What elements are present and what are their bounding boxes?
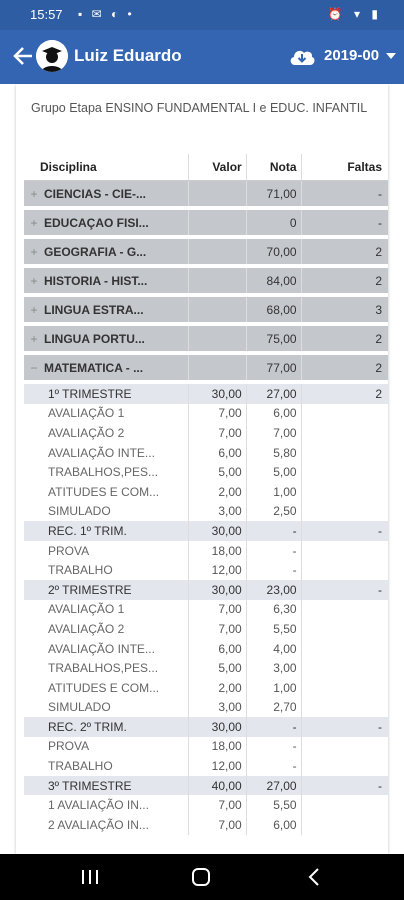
valor-cell: 7,00 xyxy=(188,815,246,835)
faltas-cell: 2 xyxy=(301,324,388,353)
valor-cell: 12,00 xyxy=(188,756,246,776)
expand-icon[interactable]: + xyxy=(30,331,38,346)
valor-cell: 7,00 xyxy=(188,795,246,815)
assessment-row xyxy=(24,423,388,443)
home-icon[interactable] xyxy=(192,868,210,886)
header-nota: Nota xyxy=(246,154,301,181)
assessment-row xyxy=(24,541,388,561)
valor-cell: 2,00 xyxy=(188,678,246,698)
valor-cell: 30,00 xyxy=(188,382,246,404)
detail-name: 1º TRIMESTRE xyxy=(24,382,188,404)
nota-cell: 5,50 xyxy=(246,795,301,815)
nota-cell: 27,00 xyxy=(246,382,301,404)
faltas-cell xyxy=(301,560,388,580)
term-row xyxy=(24,521,388,541)
detail-name: 2º TRIMESTRE xyxy=(24,580,188,600)
discipline-name: LINGUA PORTU... xyxy=(44,331,145,346)
system-nav-bar xyxy=(0,854,404,900)
detail-name: AVALIAÇÃO 1 xyxy=(48,602,125,617)
valor-cell: 7,00 xyxy=(188,404,246,424)
discipline-cell xyxy=(24,208,188,237)
faltas-cell: 2 xyxy=(301,237,388,266)
discipline-name: GEOGRAFIA - G... xyxy=(44,244,147,259)
back-icon[interactable] xyxy=(308,867,320,887)
detail-name: REC. 2º TRIM. xyxy=(24,717,188,737)
valor-cell: 2,00 xyxy=(188,482,246,502)
nota-cell: 5,50 xyxy=(246,619,301,639)
valor-cell: 18,00 xyxy=(188,737,246,757)
notification-icons: ▪ ✉ ◐ • xyxy=(78,7,135,21)
back-arrow-icon[interactable] xyxy=(12,44,34,68)
detail-name: ATITUDES E COM... xyxy=(48,680,160,695)
valor-cell: 5,00 xyxy=(188,462,246,482)
valor-cell: 7,00 xyxy=(188,423,246,443)
discipline-name: LINGUA ESTRA... xyxy=(44,302,144,317)
nota-cell: 3,00 xyxy=(246,658,301,678)
assessment-row xyxy=(24,795,388,815)
detail-name: SIMULADO xyxy=(48,504,111,519)
faltas-cell: - xyxy=(301,776,388,796)
assessment-row xyxy=(24,560,388,580)
discipline-cell xyxy=(24,324,188,353)
nota-cell: 6,30 xyxy=(246,600,301,620)
nota-cell: 2,70 xyxy=(246,698,301,718)
valor-cell xyxy=(188,181,246,209)
status-time: 15:57 xyxy=(30,7,63,22)
discipline-cell xyxy=(24,295,188,324)
assessment-row xyxy=(24,658,388,678)
detail-name: TRABALHOS,PES... xyxy=(48,661,159,676)
faltas-cell: - xyxy=(301,208,388,237)
nota-cell: 84,00 xyxy=(246,266,301,295)
detail-name: TRABALHO xyxy=(48,563,113,578)
faltas-cell: - xyxy=(301,580,388,600)
discipline-row[interactable] xyxy=(24,181,388,209)
valor-cell: 6,00 xyxy=(188,639,246,659)
nota-cell: 7,00 xyxy=(246,423,301,443)
detail-name: AVALIAÇÃO INTE... xyxy=(48,445,155,460)
student-name: Luiz Eduardo xyxy=(74,46,182,65)
assessment-row xyxy=(24,502,388,522)
valor-cell: 7,00 xyxy=(188,619,246,639)
discipline-row[interactable] xyxy=(24,324,388,353)
nota-cell: 5,00 xyxy=(246,462,301,482)
nota-cell: - xyxy=(246,560,301,580)
nota-cell: 75,00 xyxy=(246,324,301,353)
valor-cell: 30,00 xyxy=(188,717,246,737)
faltas-cell: - xyxy=(301,181,388,209)
collapse-icon[interactable]: − xyxy=(30,360,38,375)
valor-cell: 6,00 xyxy=(188,443,246,463)
expand-icon[interactable]: + xyxy=(30,244,38,259)
nota-cell: 6,00 xyxy=(246,404,301,424)
cloud-download-icon[interactable] xyxy=(288,46,316,66)
detail-name: AVALIAÇÃO 1 xyxy=(48,406,125,421)
nota-cell: 1,00 xyxy=(246,678,301,698)
discipline-cell xyxy=(24,353,188,382)
assessment-row xyxy=(24,462,388,482)
term-row xyxy=(24,717,388,737)
faltas-cell: - xyxy=(301,717,388,737)
detail-name: 1 AVALIAÇÃO IN... xyxy=(48,798,149,813)
nota-cell: 77,00 xyxy=(246,353,301,382)
faltas-cell xyxy=(301,678,388,698)
faltas-cell xyxy=(301,737,388,757)
discipline-row[interactable] xyxy=(24,266,388,295)
valor-cell: 7,00 xyxy=(188,600,246,620)
nota-cell: - xyxy=(246,541,301,561)
valor-cell xyxy=(188,324,246,353)
faltas-cell xyxy=(301,541,388,561)
nota-cell: 27,00 xyxy=(246,776,301,796)
header-valor: Valor xyxy=(188,154,246,181)
discipline-row[interactable] xyxy=(24,208,388,237)
valor-cell xyxy=(188,266,246,295)
term-row xyxy=(24,580,388,600)
detail-name: AVALIAÇÃO 2 xyxy=(48,425,125,440)
discipline-row[interactable] xyxy=(24,295,388,324)
assessment-row xyxy=(24,639,388,659)
detail-name: 2 AVALIAÇÃO IN... xyxy=(48,817,149,832)
expand-icon[interactable]: + xyxy=(30,273,38,288)
term-row xyxy=(24,776,388,796)
nota-cell: 71,00 xyxy=(246,181,301,209)
faltas-cell xyxy=(301,698,388,718)
chevron-down-icon[interactable] xyxy=(386,53,396,59)
discipline-name: MATEMATICA - ... xyxy=(44,360,144,375)
detail-name: SIMULADO xyxy=(48,700,111,715)
nota-cell: 2,50 xyxy=(246,502,301,522)
nota-cell: 5,80 xyxy=(246,443,301,463)
assessment-row xyxy=(24,482,388,502)
detail-name: TRABALHO xyxy=(48,759,113,774)
assessment-row xyxy=(24,619,388,639)
faltas-cell xyxy=(301,639,388,659)
assessment-row xyxy=(24,443,388,463)
faltas-cell xyxy=(301,443,388,463)
group-label: Grupo Etapa ENSINO FUNDAMENTAL I e EDUC. INFANTIL xyxy=(31,101,368,115)
faltas-cell xyxy=(301,619,388,639)
faltas-cell xyxy=(301,815,388,835)
valor-cell xyxy=(188,295,246,324)
discipline-name: HISTORIA - HIST... xyxy=(44,273,148,288)
nota-cell: 23,00 xyxy=(246,580,301,600)
discipline-row[interactable] xyxy=(24,353,388,382)
app-bar xyxy=(0,30,404,84)
header-faltas: Faltas xyxy=(301,154,388,181)
faltas-cell: 2 xyxy=(301,353,388,382)
discipline-cell xyxy=(24,266,188,295)
detail-name: REC. 1º TRIM. xyxy=(24,521,188,541)
assessment-row xyxy=(24,815,388,835)
grades-card xyxy=(16,84,388,854)
valor-cell xyxy=(188,237,246,266)
faltas-cell xyxy=(301,600,388,620)
grades-table xyxy=(24,154,388,835)
faltas-cell: 3 xyxy=(301,295,388,324)
expand-icon[interactable]: + xyxy=(30,302,38,317)
recent-apps-icon[interactable] xyxy=(80,870,100,884)
faltas-cell: 2 xyxy=(301,382,388,404)
nota-cell: 6,00 xyxy=(246,815,301,835)
expand-icon[interactable]: + xyxy=(30,186,38,201)
year-selector[interactable]: 2019-00 xyxy=(324,47,380,64)
detail-name: 3º TRIMESTRE xyxy=(24,776,188,796)
faltas-cell xyxy=(301,795,388,815)
faltas-cell xyxy=(301,404,388,424)
discipline-name: EDUCAÇAO FISI... xyxy=(44,215,149,230)
faltas-cell xyxy=(301,502,388,522)
faltas-cell: - xyxy=(301,521,388,541)
faltas-cell xyxy=(301,482,388,502)
detail-name: ATITUDES E COM... xyxy=(48,484,160,499)
nota-cell: 1,00 xyxy=(246,482,301,502)
faltas-cell xyxy=(301,658,388,678)
valor-cell: 30,00 xyxy=(188,580,246,600)
avatar-graduate-icon xyxy=(36,40,68,72)
assessment-row xyxy=(24,756,388,776)
discipline-cell xyxy=(24,181,188,209)
discipline-cell xyxy=(24,237,188,266)
assessment-row xyxy=(24,404,388,424)
header-disciplina: Disciplina xyxy=(24,154,188,181)
detail-name: AVALIAÇÃO INTE... xyxy=(48,641,155,656)
assessment-row xyxy=(24,678,388,698)
faltas-cell: 2 xyxy=(301,266,388,295)
discipline-row[interactable] xyxy=(24,237,388,266)
discipline-name: CIENCIAS - CIE-... xyxy=(44,186,147,201)
nota-cell: - xyxy=(246,717,301,737)
faltas-cell xyxy=(301,462,388,482)
valor-cell: 40,00 xyxy=(188,776,246,796)
faltas-cell xyxy=(301,423,388,443)
nota-cell: 4,00 xyxy=(246,639,301,659)
detail-name: AVALIAÇÃO 2 xyxy=(48,621,125,636)
valor-cell: 18,00 xyxy=(188,541,246,561)
valor-cell xyxy=(188,208,246,237)
faltas-cell xyxy=(301,756,388,776)
valor-cell: 3,00 xyxy=(188,698,246,718)
detail-name: PROVA xyxy=(48,739,90,754)
nota-cell: - xyxy=(246,756,301,776)
assessment-row xyxy=(24,737,388,757)
valor-cell: 5,00 xyxy=(188,658,246,678)
valor-cell: 30,00 xyxy=(188,521,246,541)
term-row xyxy=(24,382,388,404)
nota-cell: 68,00 xyxy=(246,295,301,324)
detail-name: PROVA xyxy=(48,543,90,558)
valor-cell: 12,00 xyxy=(188,560,246,580)
expand-icon[interactable]: + xyxy=(30,215,38,230)
nota-cell: 70,00 xyxy=(246,237,301,266)
nota-cell: - xyxy=(246,521,301,541)
nota-cell: - xyxy=(246,737,301,757)
nota-cell: 0 xyxy=(246,208,301,237)
table-header xyxy=(24,154,388,181)
assessment-row xyxy=(24,698,388,718)
assessment-row xyxy=(24,600,388,620)
detail-name: TRABALHOS,PES... xyxy=(48,465,159,480)
system-icons: ⏰ ▾ ▮ xyxy=(327,7,382,21)
status-bar xyxy=(0,0,404,30)
valor-cell xyxy=(188,353,246,382)
valor-cell: 3,00 xyxy=(188,502,246,522)
